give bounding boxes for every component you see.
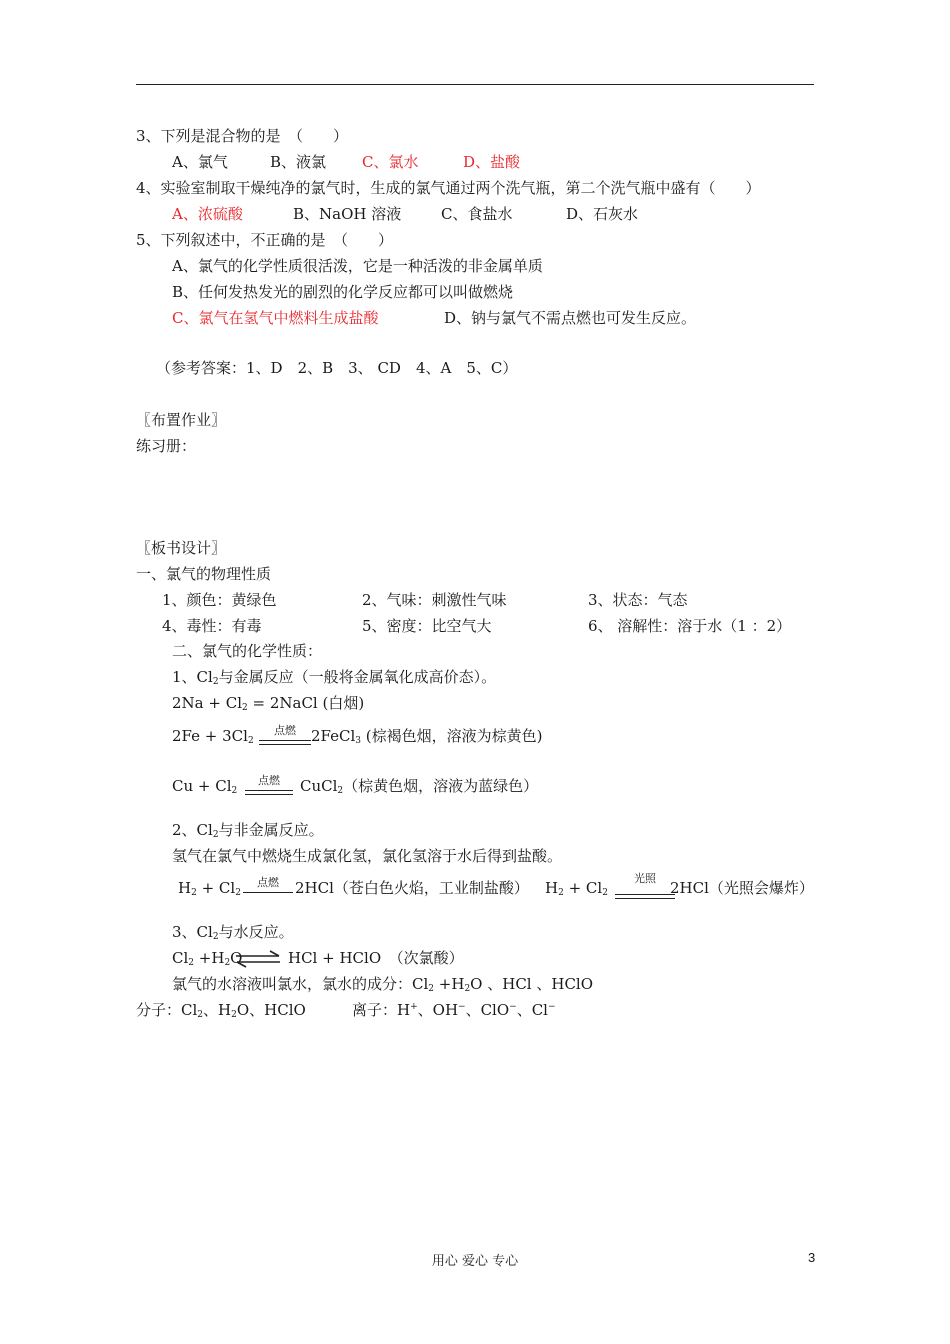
light-condition-mark: 光照	[615, 872, 675, 900]
q5-option-c: C、氯气在氢气中燃料生成盐酸	[172, 309, 379, 327]
q4-option-b: B、NaOH 溶液	[293, 205, 402, 223]
page-footer: 用心 爱心 专心	[431, 1254, 519, 1269]
reversible-arrow-icon	[234, 950, 282, 968]
ignite-condition-mark: 点燃	[243, 876, 293, 898]
property-density: 5、密度：比空气大	[362, 617, 492, 635]
property-solubility: 6、 溶解性：溶于水（1 ：2）	[588, 617, 792, 635]
header-rule	[136, 84, 814, 85]
page-number: 3	[808, 1250, 816, 1265]
equation-cl2-h2o-products: HCl + HClO （次氯酸）	[288, 949, 464, 967]
property-toxicity: 4、毒性：有毒	[162, 617, 262, 635]
equation-na-cl2: $2Na + Cl_2$ = 2NaCl (白烟)	[172, 694, 365, 713]
property-color: 1、颜色：黄绿色	[162, 591, 277, 609]
q4-option-d: D、石灰水	[566, 205, 639, 223]
question-4-stem: 4、实验室制取干燥纯净的氯气时，生成的氯气通过两个洗气瓶，第二个洗气瓶中盛有（ ）	[136, 179, 761, 197]
ions-list: 离子：H+、OH−、ClO−、Cl−	[352, 1001, 556, 1019]
section-chemical-properties: 二、氯气的化学性质：	[172, 642, 323, 660]
ignite-condition-mark: 点燃	[245, 774, 293, 796]
equation-fe-cl2-reactants: $2Fe + 3Cl_2$	[172, 727, 254, 746]
q5-option-b: B、任何发热发光的剧烈的化学反应都可以叫做燃烧	[172, 283, 514, 301]
reaction-nonmetal-heading: 2、$Cl_2$与非金属反应。	[172, 821, 324, 840]
q4-option-a: A、浓硫酸	[172, 205, 243, 223]
q5-option-a: A、氯气的化学性质很活泼，它是一种活泼的非金属单质	[172, 257, 543, 275]
equation-h2-cl2-ignite-products: 2HCl（苍白色火焰，工业制盐酸）	[295, 879, 529, 897]
q3-option-d: D、盐酸	[463, 153, 521, 171]
q5-option-d: D、钠与氯气不需点燃也可发生反应。	[444, 309, 697, 327]
equation-h2-cl2-light-reactants: $H_2 + Cl_2$	[545, 879, 608, 898]
question-3-stem: 3、下列是混合物的是 （ ）	[136, 127, 349, 145]
property-state: 3、状态：气态	[588, 591, 688, 609]
q3-option-b: B、液氯	[270, 153, 327, 171]
board-design-heading: 〖板书设计〗	[136, 539, 227, 557]
reaction-metal-heading: 1、$Cl_2$与金属反应（一般将金属氧化成高价态）。	[172, 668, 497, 687]
homework-heading: 〖布置作业〗	[136, 411, 227, 429]
equation-fe-cl2-products: 2FeCl$_3$ (棕褐色烟，溶液为棕黄色)	[311, 727, 543, 746]
property-odor: 2、气味：刺激性气味	[362, 591, 507, 609]
equation-cl2-h2o-reactants: $Cl_2 +H_2O$	[172, 949, 243, 968]
question-5-stem: 5、下列叙述中，不正确的是 （ ）	[136, 231, 394, 249]
equation-cu-cl2-reactants: $Cu + Cl_2$	[172, 777, 238, 796]
homework-text: 练习册：	[136, 437, 197, 455]
q3-option-a: A、氯气	[172, 153, 228, 171]
reaction-nonmetal-text: 氢气在氯气中燃烧生成氯化氢，氯化氢溶于水后得到盐酸。	[172, 847, 563, 865]
q3-option-c: C、氯水	[362, 153, 419, 171]
equation-cu-cl2-products: CuCl$_2$（棕黄色烟，溶液为蓝绿色）	[300, 777, 539, 796]
chlorine-water-components: 氯气的水溶液叫氯水，氯水的成分：$Cl_2 +H_2O$ 、HCl 、HClO	[172, 975, 594, 994]
q4-option-c: C、食盐水	[441, 205, 513, 223]
reference-answers: （参考答案：1、D 2、B 3、 CD 4、A 5、C）	[156, 359, 518, 377]
equation-h2-cl2-light-products: 2HCl（光照会爆炸）	[670, 879, 814, 897]
equation-h2-cl2-ignite-reactants: $H_2 + Cl_2$	[178, 879, 241, 898]
section-physical-properties: 一、氯气的物理性质	[136, 565, 272, 583]
reaction-water-heading: 3、$Cl_2$与水反应。	[172, 923, 294, 942]
molecules-list: 分子：$Cl_2$、$H_2O$、HClO	[136, 1001, 306, 1020]
ignite-condition-mark: 点燃	[259, 724, 311, 746]
